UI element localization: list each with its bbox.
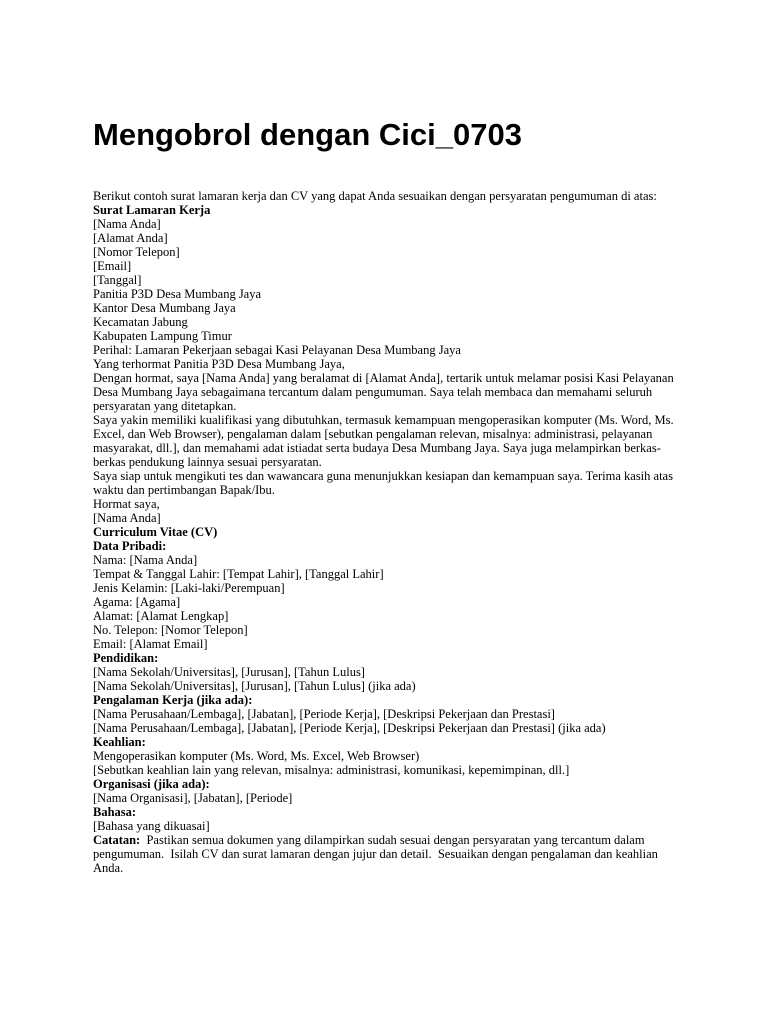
- cv-line: [Nama Organisasi], [Jabatan], [Periode]: [93, 791, 293, 805]
- cv-line: [Nama Sekolah/Universitas], [Jurusan], [Tahun Lulus] (jika ada): [93, 679, 416, 693]
- recipient-line: Kecamatan Jabung: [93, 315, 188, 329]
- cv-line: [Nama Perusahaan/Lembaga], [Jabatan], [Periode Kerja], [Deskripsi Pekerjaan dan Prestasi]: [93, 707, 555, 721]
- letter-subject: Perihal: Lamaran Pekerjaan sebagai Kasi Pelayanan Desa Mumbang Jaya: [93, 343, 461, 357]
- sender-name: [Nama Anda]: [93, 217, 161, 231]
- cv-line: [Nama Sekolah/Universitas], [Jurusan], [Tahun Lulus]: [93, 665, 365, 679]
- letter-closing: Hormat saya,: [93, 497, 160, 511]
- cv-section-heading: Bahasa:: [93, 805, 137, 819]
- sender-phone: [Nomor Telepon]: [93, 245, 180, 259]
- recipient-line: Kabupaten Lampung Timur: [93, 329, 232, 343]
- letter-heading: Surat Lamaran Kerja: [93, 203, 211, 217]
- cv-line: Tempat & Tanggal Lahir: [Tempat Lahir], [Tanggal Lahir]: [93, 567, 384, 581]
- cv-section-heading: Data Pribadi:: [93, 539, 167, 553]
- letter-paragraph: Saya siap untuk mengikuti tes dan wawancara guna menunjukkan kesiapan dan kemampuan saya. Terima kasih atas waktu dan pertimbangan Bapak/Ibu.: [93, 469, 673, 497]
- note-text: Pastikan semua dokumen yang dilampirkan sudah sesuai dengan persyaratan yang tercantum dalam pengumuman. Isilah CV dan surat lamaran dengan jujur dan detail. Sesuaikan dengan pengalaman dan keahlian Anda.: [93, 833, 661, 875]
- cv-line: Nama: [Nama Anda]: [93, 553, 198, 567]
- cv-line: Email: [Alamat Email]: [93, 637, 208, 651]
- letter-date: [Tanggal]: [93, 273, 142, 287]
- cv-section-heading: Organisasi (jika ada):: [93, 777, 210, 791]
- recipient-line: Panitia P3D Desa Mumbang Jaya: [93, 287, 262, 301]
- cv-section-heading: Pendidikan:: [93, 651, 159, 665]
- sender-email: [Email]: [93, 259, 132, 273]
- cv-line: [Bahasa yang dikuasai]: [93, 819, 210, 833]
- page-title: Mengobrol dengan Cici_0703: [93, 117, 522, 152]
- sender-address: [Alamat Anda]: [93, 231, 168, 245]
- cv-line: Agama: [Agama]: [93, 595, 181, 609]
- letter-paragraph: Dengan hormat, saya [Nama Anda] yang beralamat di [Alamat Anda], tertarik untuk melamar posisi Kasi Pelayanan Desa Mumbang Jaya sebagaimana tercantum dalam pengumuman. Saya telah membaca dan memahami seluruh persyaratan yang ditetapkan.: [93, 371, 674, 413]
- document-body: [93, 189, 683, 875]
- recipient-line: Kantor Desa Mumbang Jaya: [93, 301, 236, 315]
- cv-line: Alamat: [Alamat Lengkap]: [93, 609, 229, 623]
- letter-salutation: Yang terhormat Panitia P3D Desa Mumbang Jaya,: [93, 357, 345, 371]
- letter-paragraph: Saya yakin memiliki kualifikasi yang dibutuhkan, termasuk kemampuan mengoperasikan komputer (Ms. Word, Ms. Excel, dan Web Browser), pengalaman dalam [sebutkan pengalaman relevan, misalnya: administrasi, pelayanan masyarakat, dll.], dan memahami adat istiadat serta budaya Desa Mumbang Jaya. Saya juga melampirkan berkas-berkas pendukung lainnya sesuai persyaratan.: [93, 413, 674, 469]
- cv-heading: Curriculum Vitae (CV): [93, 525, 218, 539]
- note-paragraph: [93, 833, 683, 875]
- note-label: Catatan:: [93, 833, 141, 847]
- cv-line: No. Telepon: [Nomor Telepon]: [93, 623, 248, 637]
- cv-line: [Sebutkan keahlian lain yang relevan, misalnya: administrasi, komunikasi, kepemimpinan, dll.]: [93, 763, 570, 777]
- cv-line: Mengoperasikan komputer (Ms. Word, Ms. Excel, Web Browser): [93, 749, 420, 763]
- cv-section-heading: Pengalaman Kerja (jika ada):: [93, 693, 253, 707]
- intro-paragraph: Berikut contoh surat lamaran kerja dan CV yang dapat Anda sesuaikan dengan persyaratan pengumuman di atas:: [93, 189, 657, 203]
- letter-signature: [Nama Anda]: [93, 511, 161, 525]
- cv-line: Jenis Kelamin: [Laki-laki/Perempuan]: [93, 581, 285, 595]
- cv-section-heading: Keahlian:: [93, 735, 146, 749]
- cv-line: [Nama Perusahaan/Lembaga], [Jabatan], [Periode Kerja], [Deskripsi Pekerjaan dan Prestasi] (jika ada): [93, 721, 606, 735]
